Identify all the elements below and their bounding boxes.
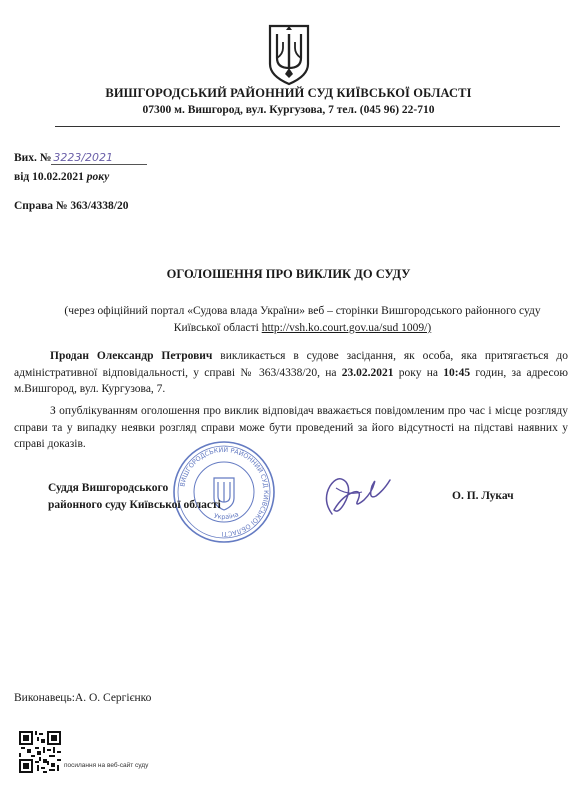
summons-text-a: викликається в судове засідання, як особа, яка притягається до адміністративної відповідальності, у справі № 363/4338/20, на: [14, 350, 568, 379]
date-value: 10.02.2021: [32, 171, 84, 183]
qr-caption: посилання на веб-сайт суду: [64, 762, 149, 769]
judge-name: О. П. Лукач: [452, 490, 514, 502]
notice-consequence-paragraph: З опублікуванням оголошення про виклик відповідач вважається повідомленим про час і місце розгляду справи та у випадку неявки розгляд справи може бути проведений за його відсутності на підставі наявних у справі доказів.: [14, 405, 568, 450]
court-address: 07300 м. Вишгород, вул. Кургузова, 7 тел. (045 96) 22-710: [142, 104, 435, 116]
trident-emblem-icon: [267, 24, 311, 86]
court-website-link[interactable]: http://vsh.ko.court.gov.ua/sud 1009/): [261, 322, 432, 334]
summons-paragraph: [14, 348, 568, 398]
svg-text:Україна: Україна: [212, 510, 240, 522]
case-number: Справа № 363/4338/20: [14, 200, 129, 212]
qr-code-icon[interactable]: [19, 731, 61, 773]
judge-title-line-1: Суддя Вишгородського: [48, 482, 169, 494]
date-prefix: від: [14, 171, 33, 183]
svg-text:ВИШГОРОДСЬКИЙ РАЙОННИЙ СУД КИЇ: ВИШГОРОДСЬКИЙ РАЙОННИЙ СУД КИЇВСЬКОЇ ОБЛАСТІ: [178, 445, 271, 539]
publication-note: [40, 303, 565, 337]
executor-line: Виконавець:А. О. Сергієнко: [14, 692, 152, 704]
judge-signature-icon: [318, 470, 394, 522]
hearing-date: 23.02.2021: [341, 366, 394, 379]
summons-text-b: року на: [393, 366, 444, 379]
outgoing-label: Вих. №: [14, 152, 52, 164]
summons-text-c: годин, за адресою м.Вишгород, вул. Кургузова, 7.: [14, 366, 569, 395]
hearing-time: 10:45: [443, 366, 471, 379]
judge-title: [48, 480, 221, 513]
notice-title: ОГОЛОШЕННЯ ПРО ВИКЛИК ДО СУДУ: [166, 267, 411, 281]
publication-text: (через офіційний портал «Судова влада України» веб – сторінки Вишгородського районного суду Київської області: [64, 305, 541, 334]
document-date: [14, 171, 109, 183]
summoned-person-name: Продан Олександр Петрович: [50, 350, 213, 362]
outgoing-number: 3223/2021: [51, 152, 147, 165]
judge-title-line-2: районного суду Київської області: [48, 498, 221, 511]
date-suffix: року: [83, 171, 110, 183]
outgoing-number-line: [14, 152, 147, 165]
court-name: ВИШГОРОДСЬКИЙ РАЙОННИЙ СУД КИЇВСЬКОЇ ОБЛАСТІ: [105, 86, 472, 100]
header-divider: [55, 126, 560, 127]
